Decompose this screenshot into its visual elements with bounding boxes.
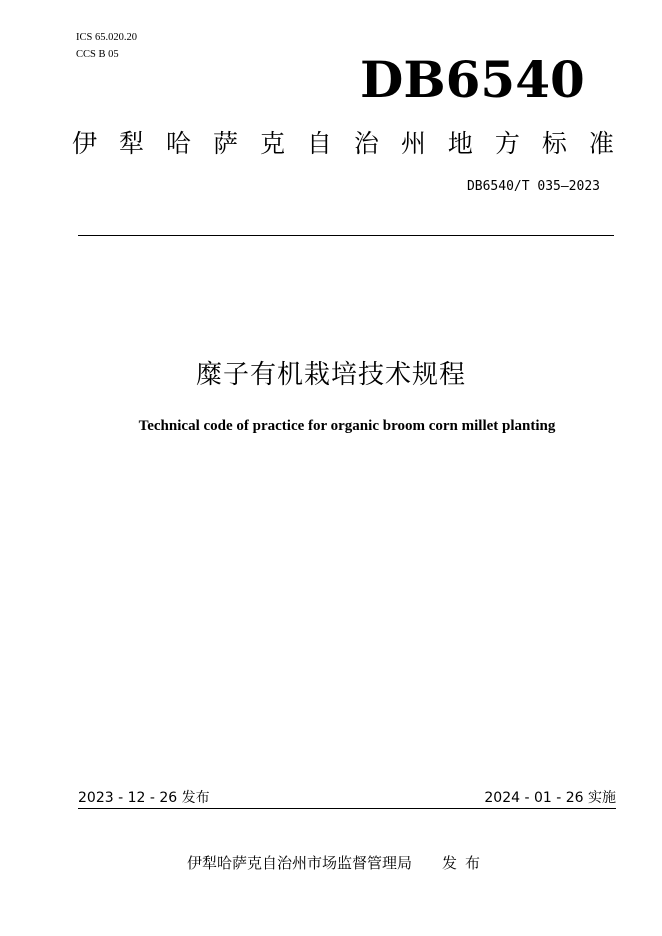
- issuer-name: 伊犁哈萨克自治州市场监督管理局: [187, 854, 413, 872]
- document-title-cn: 糜子有机栽培技术规程: [195, 360, 466, 390]
- title-char: 伊: [72, 129, 98, 158]
- title-char: 治: [353, 129, 379, 158]
- title-char: 萨: [212, 129, 238, 158]
- publish-label: 发布: [442, 854, 489, 872]
- db-code-logo: DB6540: [360, 50, 585, 109]
- issue-date: 2023 - 12 - 26 发布: [78, 790, 210, 806]
- title-char: 地: [447, 129, 473, 158]
- header-divider: [78, 235, 614, 236]
- issuing-authority: [187, 852, 488, 874]
- footer-divider: [78, 808, 616, 809]
- title-char: 克: [259, 129, 285, 158]
- ccs-code: CCS B 05: [76, 49, 119, 60]
- document-title-en: Technical code of practice for organic broom corn millet planting: [138, 418, 556, 434]
- title-char: 标: [541, 129, 567, 158]
- ics-code: ICS 65.020.20: [76, 32, 137, 43]
- title-char: 准: [588, 129, 614, 158]
- implementation-date: 2024 - 01 - 26 实施: [484, 790, 616, 806]
- title-char: 方: [494, 129, 520, 158]
- standard-category-title: [72, 127, 614, 163]
- title-char: 哈: [165, 129, 191, 158]
- title-char: 州: [400, 129, 426, 158]
- standard-number: DB6540/T 035—2023: [466, 179, 600, 194]
- title-char: 犁: [118, 129, 144, 158]
- title-char: 自: [306, 129, 332, 158]
